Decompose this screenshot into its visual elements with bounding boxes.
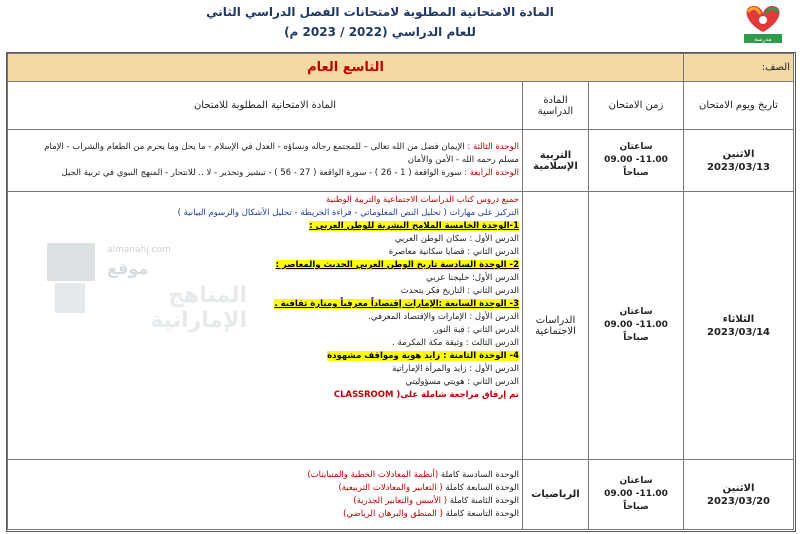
unit-text: ( التعابير والمعادلات التربيعية): [338, 482, 446, 493]
unit-text: الإيمان فضل من الله تعالى – للمجتمع رجاله ونساؤه - العدل في الإسلام - ما يحل وما يحرم من الطعام والشراب - الإمام: [44, 142, 468, 152]
col-header-time: زمن الامتحان: [589, 82, 684, 130]
grade-label: الصف:: [684, 54, 794, 82]
exam-date: 2023/03/13: [707, 161, 770, 173]
lesson-item: الدرس الأول : زايد والمرأة الإماراتية: [392, 364, 519, 374]
subject-cell: التربية الإسلامية: [523, 130, 589, 192]
unit-label: الوحدة التاسعة كاملة: [445, 508, 519, 519]
material-cell: [8, 130, 523, 192]
lesson-item: الدرس الأول : الإمارات والإقتصاد المعرفي.: [368, 312, 519, 322]
exam-time: 09.00 -11.00: [604, 489, 668, 499]
page-title: المادة الامتحانية المطلوبة لامتحانات الفصل الدراسي الثاني: [206, 5, 554, 19]
grade-row: [8, 54, 794, 82]
material-line: [11, 167, 519, 180]
material-intro: جميع دروس كتاب الدراسات الاجتماعية والتربية الوطنية: [326, 195, 519, 205]
lesson-item: الدرس الأول: خليجنا عربي: [426, 273, 519, 283]
exam-day: الاثنين: [722, 148, 755, 160]
unit-label: الوحدة السادسة كاملة: [440, 469, 519, 480]
material-line: [11, 154, 519, 167]
unit-text: ( الأسس والتعابير الجذرية): [353, 495, 450, 506]
unit-title: 4- الوحدة الثامنة : زايد هوية ومواقف مشهودة: [327, 351, 519, 361]
exam-date: 2023/03/14: [707, 326, 770, 338]
unit-text: مسلم رحمه الله - الأمن والأمان: [407, 155, 519, 165]
material-skills: التركيز على مهارات ( تحليل النص المعلوماتي - قراءة الخريطة - تحليل الأشكال والرسوم البيانية ): [177, 208, 519, 218]
col-header-material: المادة الامتحانية المطلوبة للامتحان: [8, 82, 523, 130]
exam-duration: ساعتان: [619, 142, 653, 152]
lesson-item: الدرس الأول : سكان الوطن العربي: [394, 234, 519, 244]
exam-date-cell: [684, 460, 794, 530]
table-row: [8, 130, 794, 192]
col-header-date: تاريخ ويوم الامتحان: [684, 82, 794, 130]
exam-period: صباحاً: [623, 502, 649, 512]
unit-label: الوحدة السابعة كاملة: [445, 482, 519, 493]
watermark-line2: المناهج الإماراتية: [150, 283, 247, 333]
exam-period: صباحاً: [623, 168, 649, 178]
watermark-line1: موقع: [107, 259, 149, 278]
unit-heading: [11, 350, 519, 363]
material-cell: [8, 460, 523, 530]
material-line: [11, 508, 519, 521]
exam-period: صباحاً: [623, 333, 649, 343]
material-line: [11, 482, 519, 495]
unit-heading: [11, 298, 519, 311]
unit-label: الوحدة الرابعة :: [464, 168, 519, 178]
exam-date-cell: [684, 192, 794, 460]
subject-cell: الرياضيات: [523, 460, 589, 530]
material-line: [11, 141, 519, 154]
exam-day: الاثنين: [722, 482, 755, 494]
lesson-item: الدرس الثاني : قضايا سكانية معاصرة: [388, 247, 519, 257]
exam-duration: ساعتان: [619, 307, 653, 317]
unit-label: الوحدة الثامنة كاملة: [449, 495, 519, 506]
lesson-item: الدرس الثاني : قبة النور.: [431, 325, 519, 335]
exam-time-cell: [589, 460, 684, 530]
school-logo-icon: [734, 2, 792, 46]
unit-title: 2- الوحدة السادسة تاريخ الوطن العربي الحديث والمعاصر :: [275, 260, 519, 270]
exam-time-cell: [589, 130, 684, 192]
exam-time: 09.00 -11.00: [604, 155, 668, 165]
subject-cell: الدراسات الاجتماعية: [523, 192, 589, 460]
lesson-item: الدرس الثالث : وثيقة مكة المكرمة .: [392, 338, 519, 348]
material-line: [11, 469, 519, 482]
exam-time-cell: [589, 192, 684, 460]
exam-date: 2023/03/20: [707, 495, 770, 507]
table-row: [8, 192, 794, 460]
unit-title: 3- الوحدة السابعة :الإمارات إقتصاداً معرفياً ومنارة ثقافية .: [274, 299, 519, 309]
watermark-site: almanahj.com: [107, 245, 171, 255]
exam-table: [7, 53, 794, 530]
academic-year: للعام الدراسي (2022 / 2023 م): [284, 25, 476, 39]
table-row: [8, 460, 794, 530]
unit-heading: [11, 259, 519, 272]
material-line: [11, 495, 519, 508]
unit-text: سورة الواقعة ( 1 - 26 ) - سورة الواقعة ( 27 - 56 ) - تبشير وتحذير - لا .. للانتحار - المنهج النبوي في تربية الجيل: [61, 168, 465, 178]
svg-text:مدرسة: مدرسة: [754, 36, 772, 43]
review-note: تم إرفاق مراجعة شاملة على( CLASSROOM: [333, 390, 519, 400]
unit-heading: [11, 220, 519, 233]
exam-duration: ساعتان: [619, 476, 653, 486]
col-header-subject: المادة الدراسية: [523, 82, 589, 130]
unit-text: (أنظمة المعادلات الخطية والمتباينات): [307, 469, 441, 480]
grade-value: التاسع العام: [8, 54, 684, 82]
exam-schedule-sheet: [6, 52, 796, 532]
exam-day: الثلاثاء: [722, 313, 755, 325]
exam-date-cell: [684, 130, 794, 192]
lesson-item: الدرس الثاني : هويتي مسؤوليتي: [405, 377, 519, 387]
exam-time: 09.00 -11.00: [604, 320, 668, 330]
unit-text: ( المنطق والبرهان الرياضي): [343, 508, 446, 519]
unit-label: الوحدة الثالثة :: [467, 142, 519, 152]
unit-title: 1-الوحدة الخامسة الملامح البشرية للوطن العربي :: [309, 221, 519, 231]
page-header: [0, 0, 800, 50]
material-cell: [8, 192, 523, 460]
lesson-item: الدرس الثاني : التاريخ فكر يتحدث: [400, 286, 519, 296]
table-header-row: [8, 82, 794, 130]
